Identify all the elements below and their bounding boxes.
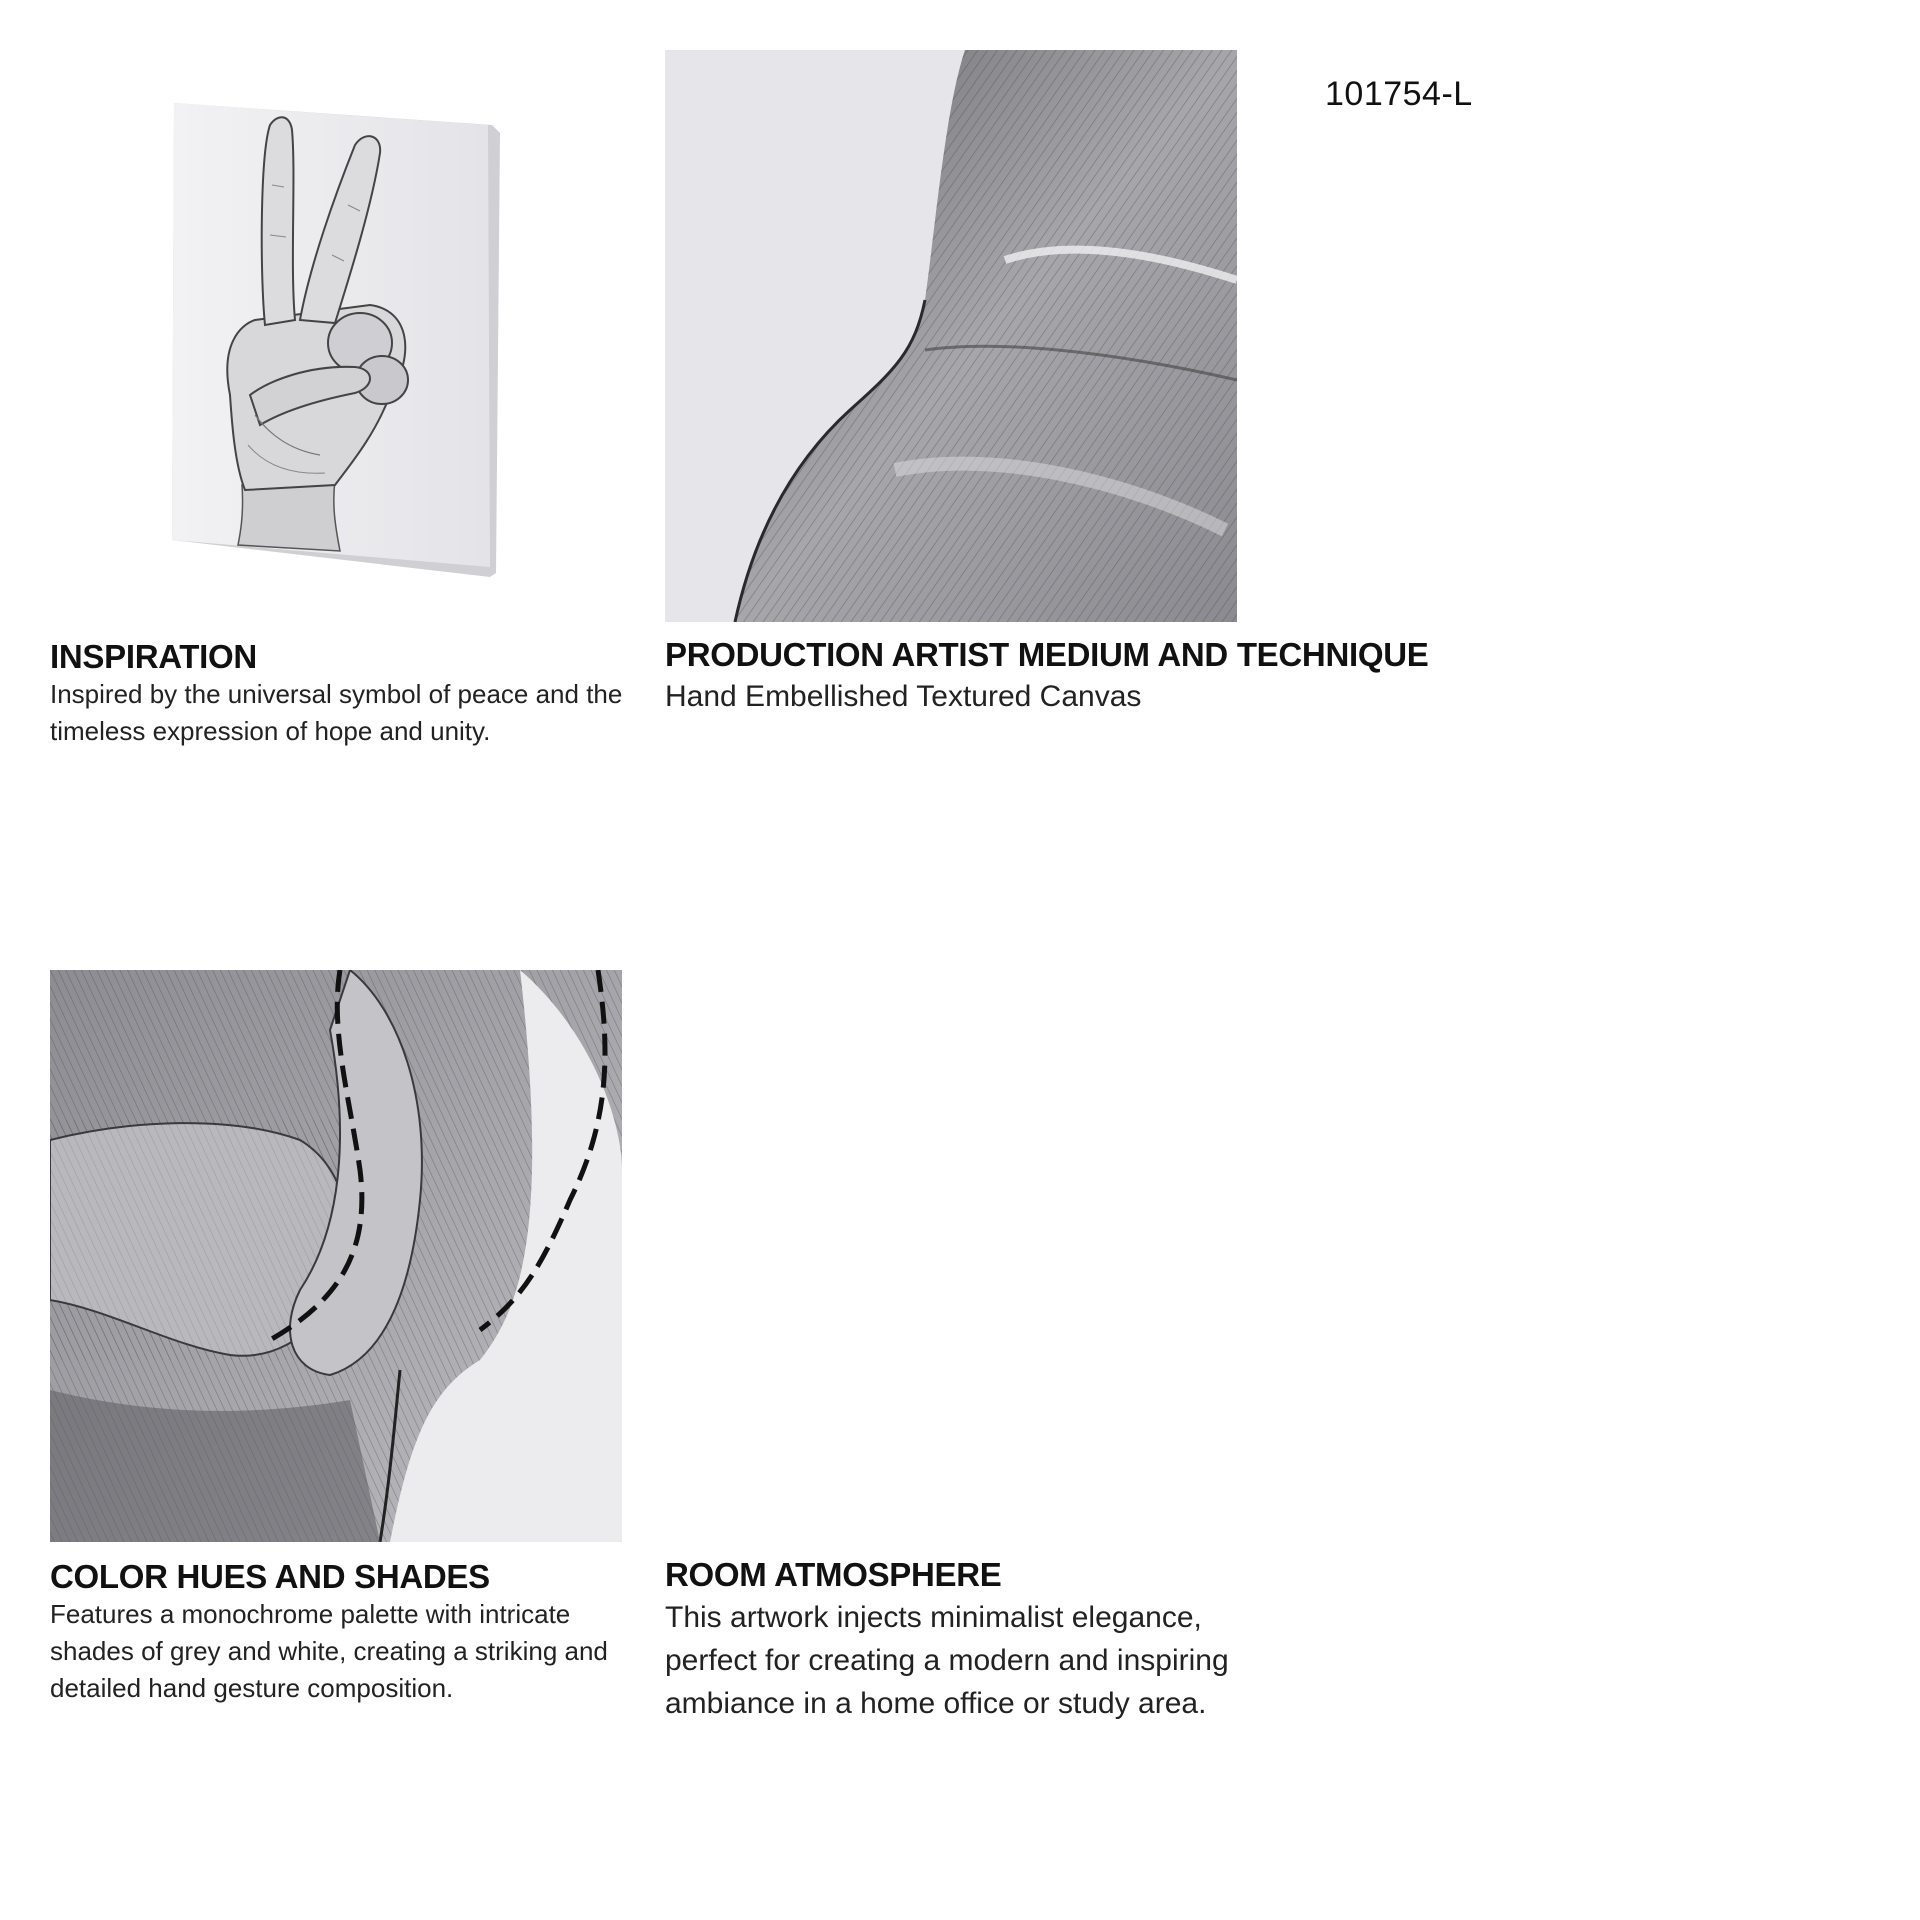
product-sku: 101754-L — [1325, 75, 1473, 113]
production-text: Hand Embellished Textured Canvas — [665, 680, 1142, 713]
canvas-detail-image-bottom — [50, 970, 622, 1542]
color-text: Features a monochrome palette with intricate shades of grey and white, creating a striking and detailed hand gesture composition. — [50, 1599, 608, 1703]
fingers-texture-detail — [50, 970, 622, 1542]
knuckle-texture-detail — [665, 50, 1237, 622]
room-text: This artwork injects minimalist elegance, perfect for creating a modern and inspiring ambiance in a home office or study area. — [665, 1601, 1229, 1720]
inspiration-heading: INSPIRATION — [50, 638, 257, 675]
room-heading: ROOM ATMOSPHERE — [665, 1556, 1002, 1593]
canvas-product-image — [160, 95, 510, 585]
peace-sign-hand-illustration — [160, 95, 510, 585]
production-heading: PRODUCTION ARTIST MEDIUM AND TECHNIQUE — [665, 636, 1429, 673]
inspiration-text: Inspired by the universal symbol of peace and the timeless expression of hope and unity. — [50, 679, 623, 746]
color-heading: COLOR HUES AND SHADES — [50, 1558, 490, 1595]
canvas-detail-image-top — [665, 50, 1237, 622]
